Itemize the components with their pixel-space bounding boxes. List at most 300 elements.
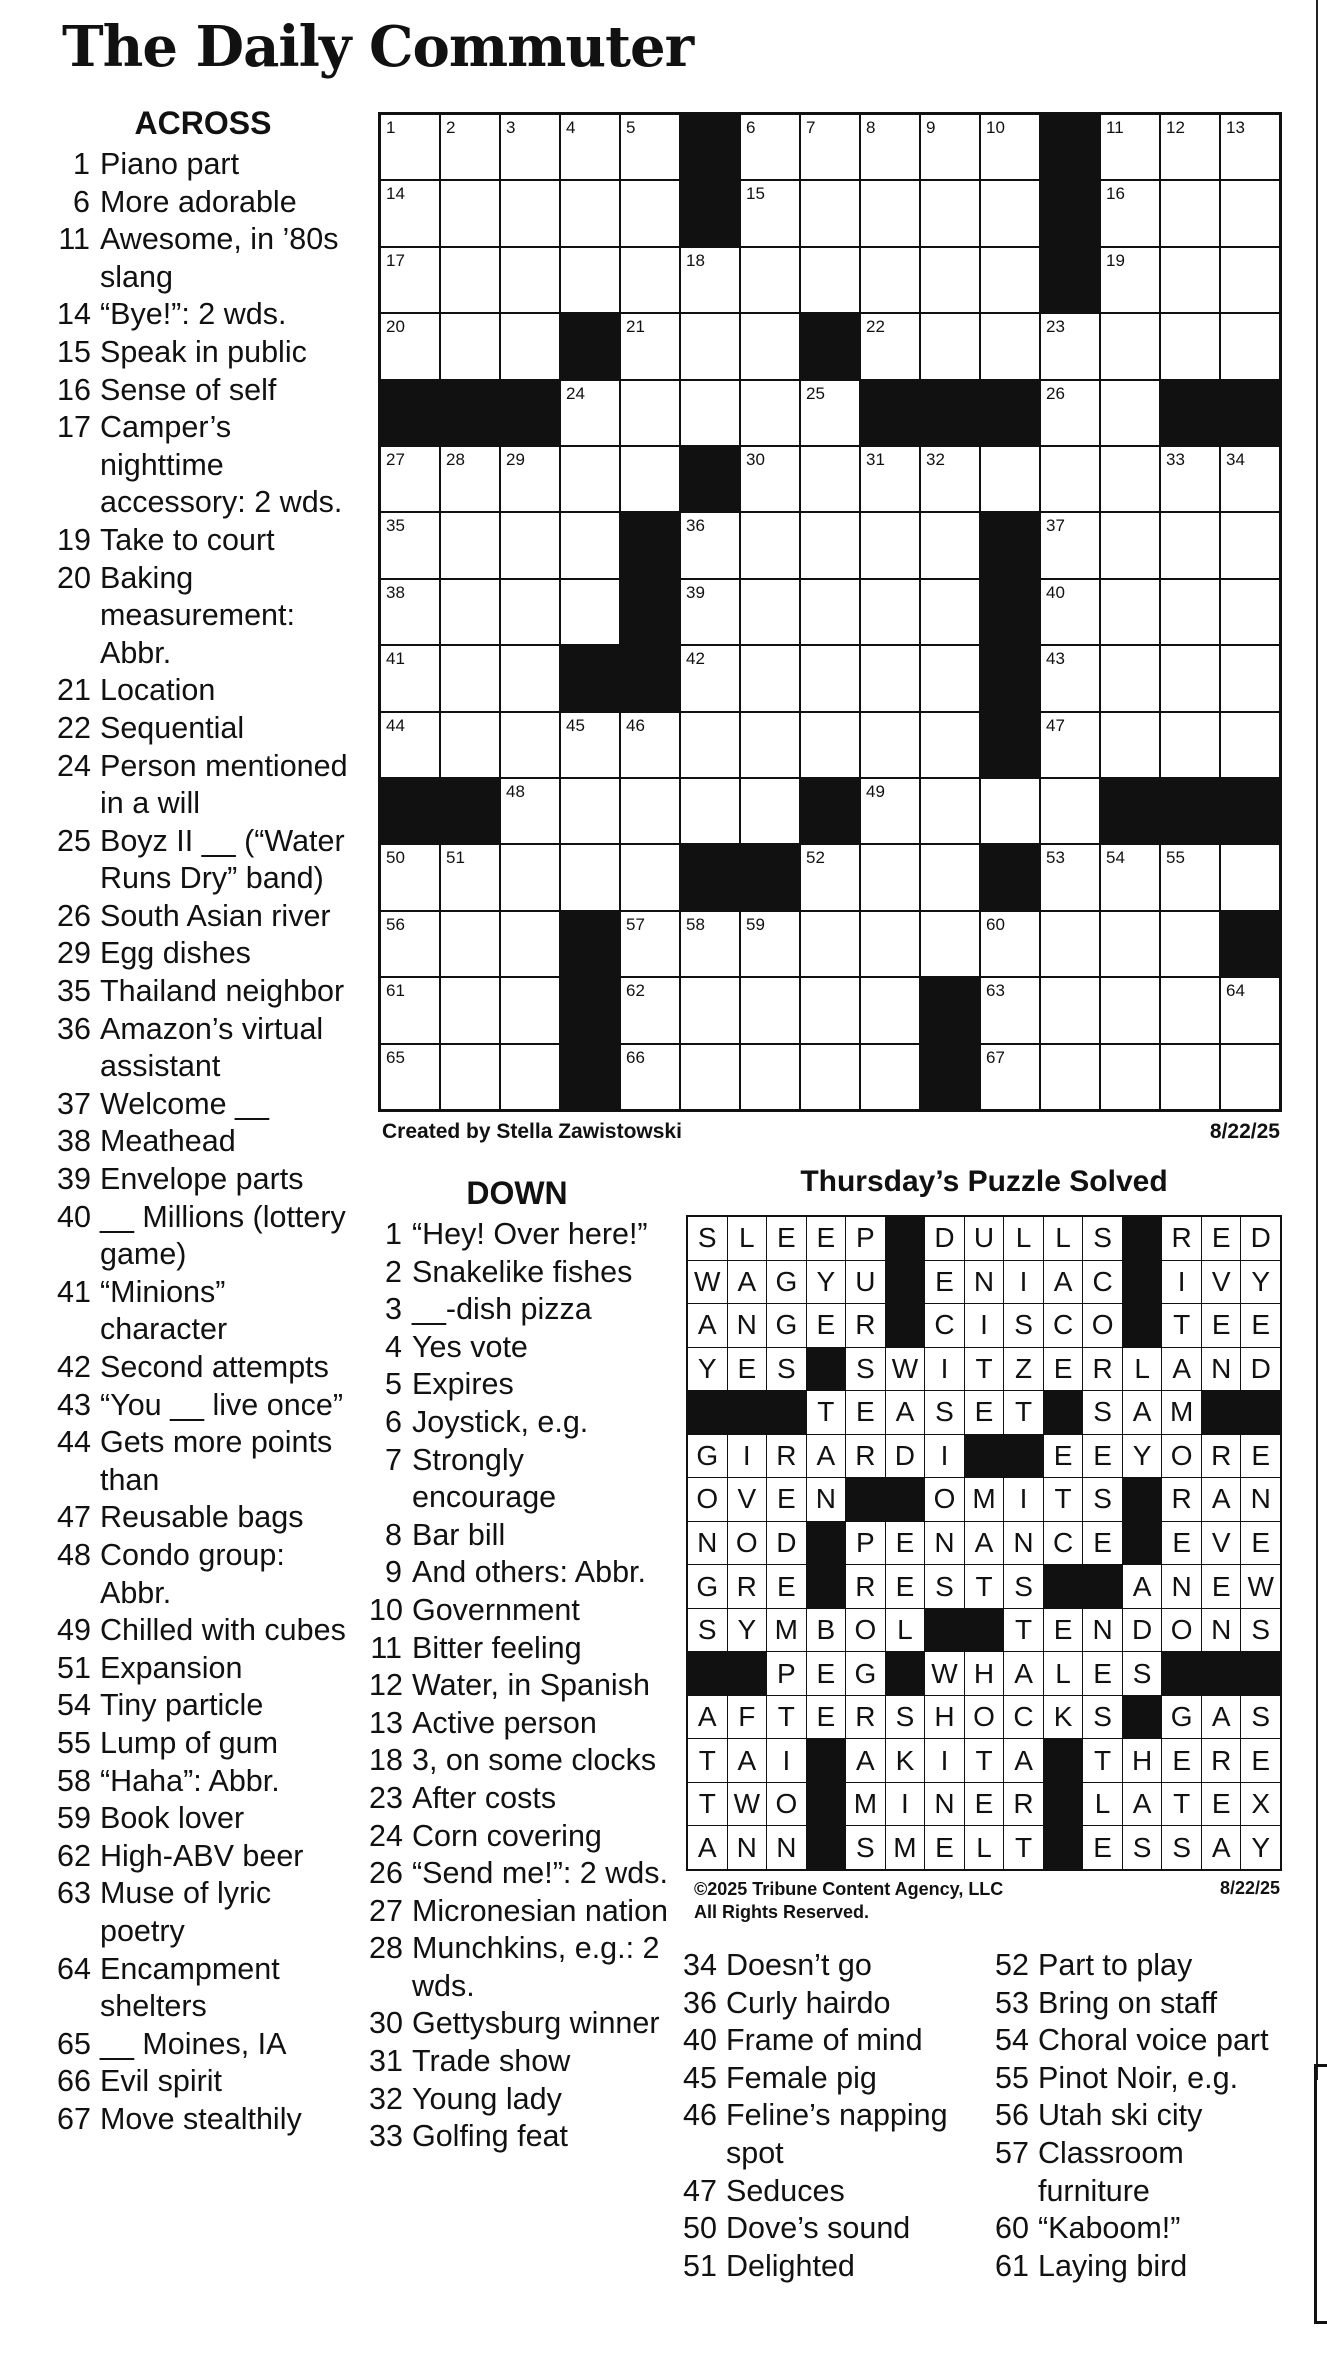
grid-cell[interactable] — [861, 248, 919, 312]
grid-cell[interactable] — [1221, 447, 1279, 511]
grid-cell[interactable] — [501, 181, 559, 245]
grid-cell[interactable] — [741, 646, 799, 710]
solution-letter: A — [688, 1304, 727, 1347]
solution-letter: E — [846, 1391, 885, 1434]
clue-number: 5 — [385, 1367, 402, 1402]
grid-cell[interactable] — [681, 779, 739, 843]
clue-number: 53 — [995, 1985, 1029, 2020]
grid-cell[interactable] — [921, 447, 979, 511]
grid-cell[interactable] — [501, 912, 559, 976]
solution-letter: R — [846, 1696, 885, 1739]
grid-cell[interactable] — [861, 646, 919, 710]
grid-cell[interactable] — [441, 912, 499, 976]
grid-cell[interactable] — [981, 181, 1039, 245]
grid-cell[interactable] — [1221, 248, 1279, 312]
grid-cell[interactable] — [1221, 181, 1279, 245]
clue-number: 47 — [57, 1500, 91, 1535]
grid-cell[interactable] — [1161, 1045, 1219, 1109]
grid-cell[interactable] — [501, 580, 559, 644]
clue-item — [57, 748, 357, 823]
solution-letter: E — [767, 1217, 806, 1260]
grid-cell[interactable] — [1161, 181, 1219, 245]
cell-number: 23 — [1046, 317, 1065, 337]
grid-cell[interactable] — [1161, 646, 1219, 710]
grid-cell[interactable] — [381, 580, 439, 644]
grid-cell[interactable] — [441, 646, 499, 710]
grid-cell[interactable] — [1101, 381, 1159, 445]
grid-cell[interactable] — [741, 912, 799, 976]
grid-cell[interactable] — [1041, 713, 1099, 777]
grid-cell[interactable] — [621, 713, 679, 777]
grid-cell[interactable] — [681, 580, 739, 644]
cell-number: 31 — [866, 450, 885, 469]
grid-cell[interactable] — [801, 845, 859, 909]
grid-cell[interactable] — [381, 513, 439, 577]
grid-cell[interactable] — [1161, 314, 1219, 378]
grid-cell[interactable] — [1041, 779, 1099, 843]
grid-cell[interactable] — [1221, 713, 1279, 777]
grid-cell[interactable] — [1101, 447, 1159, 511]
clue-text: Tiny particle — [100, 1688, 264, 1723]
grid-cell[interactable] — [741, 314, 799, 378]
grid-cell[interactable] — [681, 912, 739, 976]
clue-text: Doesn’t go — [726, 1948, 872, 1982]
solution-letter: D — [886, 1435, 925, 1478]
grid-cell[interactable] — [861, 978, 919, 1042]
clue-text: Welcome __ — [100, 1086, 269, 1121]
cell-number: 55 — [1166, 848, 1185, 868]
clue-item — [369, 1592, 669, 1630]
clue-item — [995, 2022, 1295, 2060]
clue-text: Pinot Noir, e.g. — [1038, 2060, 1239, 2095]
clue-text: Muse of lyric poetry — [100, 1876, 272, 1948]
grid-cell[interactable] — [1221, 1045, 1279, 1109]
grid-cell[interactable] — [801, 181, 859, 245]
grid-cell[interactable] — [1041, 513, 1099, 577]
grid-cell[interactable] — [921, 912, 979, 976]
clue-number: 40 — [57, 1199, 91, 1234]
grid-cell[interactable] — [801, 447, 859, 511]
grid-cell[interactable] — [681, 248, 739, 312]
grid-cell[interactable] — [621, 115, 679, 179]
cell-number: 50 — [386, 848, 405, 868]
solution-letter: X — [1241, 1783, 1280, 1826]
solution-letter: I — [925, 1435, 964, 1478]
clue-number: 11 — [370, 1630, 402, 1665]
grid-cell[interactable] — [1161, 978, 1219, 1042]
grid-cell[interactable] — [681, 381, 739, 445]
grid-cell[interactable] — [441, 248, 499, 312]
solution-black-square — [1241, 1391, 1280, 1434]
solution-letter: E — [1044, 1435, 1083, 1478]
grid-cell[interactable] — [1161, 447, 1219, 511]
grid-cell[interactable] — [1161, 912, 1219, 976]
grid-cell[interactable] — [861, 779, 919, 843]
grid-cell[interactable] — [1101, 513, 1159, 577]
grid-cell[interactable] — [561, 181, 619, 245]
clue-text: Boyz II __ (“Water Runs Dry” band) — [100, 823, 345, 896]
grid-cell[interactable] — [921, 779, 979, 843]
solution-letter: S — [767, 1348, 806, 1391]
solution-letter: T — [1004, 1609, 1043, 1652]
grid-cell[interactable] — [741, 248, 799, 312]
grid-cell[interactable] — [621, 181, 679, 245]
clue-text: Government — [412, 1592, 580, 1627]
clue-text: Sequential — [100, 710, 245, 745]
grid-cell[interactable] — [801, 713, 859, 777]
grid-cell[interactable] — [381, 248, 439, 312]
grid-cell[interactable] — [861, 1045, 919, 1109]
cell-number: 48 — [506, 782, 525, 801]
black-square — [861, 381, 919, 445]
grid-cell[interactable] — [1221, 115, 1279, 179]
grid-cell[interactable] — [741, 779, 799, 843]
grid-cell[interactable] — [381, 912, 439, 976]
clue-number: 44 — [57, 1425, 91, 1460]
grid-cell[interactable] — [621, 381, 679, 445]
solution-letter: R — [1162, 1217, 1201, 1260]
black-square — [561, 1045, 619, 1109]
grid-cell[interactable] — [681, 713, 739, 777]
grid-cell[interactable] — [381, 646, 439, 710]
grid-cell[interactable] — [861, 845, 919, 909]
grid-cell[interactable] — [1101, 115, 1159, 179]
grid-cell[interactable] — [441, 1045, 499, 1109]
clue-item — [369, 1291, 669, 1329]
grid-cell[interactable] — [681, 314, 739, 378]
solution-letter: E — [1083, 1826, 1122, 1869]
cell-number: 58 — [686, 914, 705, 934]
clue-item — [369, 1893, 669, 1931]
grid-cell[interactable] — [561, 381, 619, 445]
black-square — [381, 779, 439, 843]
grid-cell[interactable] — [921, 580, 979, 644]
grid-cell[interactable] — [861, 181, 919, 245]
grid-cell[interactable] — [501, 779, 559, 843]
grid-cell[interactable] — [561, 115, 619, 179]
grid-cell[interactable] — [381, 181, 439, 245]
grid-cell[interactable] — [1221, 513, 1279, 577]
grid-cell[interactable] — [1101, 912, 1159, 976]
grid-cell[interactable] — [501, 447, 559, 511]
grid-cell[interactable] — [441, 314, 499, 378]
clue-text: Meathead — [100, 1124, 236, 1159]
grid-cell[interactable] — [501, 1045, 559, 1109]
grid-cell[interactable] — [621, 779, 679, 843]
grid-cell[interactable] — [1221, 314, 1279, 378]
grid-cell[interactable] — [1101, 845, 1159, 909]
grid-cell[interactable] — [921, 181, 979, 245]
grid-cell[interactable] — [1161, 248, 1219, 312]
grid-cell[interactable] — [501, 978, 559, 1042]
grid-cell[interactable] — [1221, 580, 1279, 644]
clue-item — [683, 1947, 983, 1985]
clue-number: 26 — [369, 1856, 403, 1891]
grid-cell[interactable] — [381, 845, 439, 909]
grid-cell[interactable] — [441, 580, 499, 644]
grid-cell[interactable] — [441, 978, 499, 1042]
clue-number: 18 — [369, 1743, 403, 1778]
grid-cell[interactable] — [621, 912, 679, 976]
cell-number: 60 — [986, 914, 1005, 934]
solution-letter: O — [1083, 1304, 1122, 1347]
clue-item — [57, 935, 357, 973]
grid-cell[interactable] — [501, 314, 559, 378]
solution-black-square — [1123, 1478, 1162, 1521]
solution-black-square — [1083, 1565, 1122, 1608]
grid-cell[interactable] — [981, 248, 1039, 312]
grid-cell[interactable] — [921, 646, 979, 710]
clue-text: Active person — [412, 1705, 597, 1740]
across-clue-list — [57, 146, 357, 2138]
grid-cell[interactable] — [1041, 314, 1099, 378]
cell-number: 61 — [386, 981, 405, 1001]
grid-cell[interactable] — [561, 779, 619, 843]
grid-cell[interactable] — [801, 248, 859, 312]
grid-cell[interactable] — [441, 447, 499, 511]
grid-cell[interactable] — [381, 115, 439, 179]
grid-cell[interactable] — [1041, 978, 1099, 1042]
clue-number: 6 — [385, 1404, 402, 1439]
solution-black-square — [807, 1739, 846, 1782]
solution-letter: I — [728, 1435, 767, 1478]
grid-cell[interactable] — [1221, 646, 1279, 710]
solution-letter: Y — [1241, 1261, 1280, 1304]
grid-cell[interactable] — [741, 447, 799, 511]
grid-cell[interactable] — [1161, 580, 1219, 644]
solution-letter: N — [925, 1522, 964, 1565]
grid-cell[interactable] — [1101, 314, 1159, 378]
grid-cell[interactable] — [381, 713, 439, 777]
clue-text: Laying bird — [1038, 2248, 1188, 2283]
clue-item — [57, 2026, 357, 2064]
clue-text: __ Moines, IA — [100, 2026, 287, 2061]
cell-number: 30 — [746, 450, 765, 469]
solution-letter: C — [1083, 1261, 1122, 1304]
grid-cell[interactable] — [561, 580, 619, 644]
black-square — [1041, 115, 1099, 179]
grid-cell[interactable] — [861, 115, 919, 179]
grid-cell[interactable] — [921, 115, 979, 179]
grid-cell[interactable] — [801, 978, 859, 1042]
grid-cell[interactable] — [1041, 381, 1099, 445]
clue-text: Piano part — [100, 147, 240, 181]
grid-cell[interactable] — [621, 978, 679, 1042]
grid-cell[interactable] — [1101, 713, 1159, 777]
grid-cell[interactable] — [561, 513, 619, 577]
grid-cell[interactable] — [861, 912, 919, 976]
clue-text: Encampment shelters — [100, 1951, 280, 2024]
cell-number: 57 — [626, 914, 645, 934]
solution-letter: O — [767, 1783, 806, 1826]
grid-cell[interactable] — [381, 447, 439, 511]
solution-letter: N — [925, 1783, 964, 1826]
grid-cell[interactable] — [741, 713, 799, 777]
solution-letter: Y — [1241, 1826, 1280, 1869]
grid-cell[interactable] — [681, 513, 739, 577]
black-square — [1161, 381, 1219, 445]
grid-cell[interactable] — [621, 447, 679, 511]
grid-cell[interactable] — [1221, 978, 1279, 1042]
grid-cell[interactable] — [501, 713, 559, 777]
grid-cell[interactable] — [801, 513, 859, 577]
grid-cell[interactable] — [381, 978, 439, 1042]
grid-cell[interactable] — [801, 646, 859, 710]
grid-cell[interactable] — [501, 845, 559, 909]
grid-cell[interactable] — [981, 1045, 1039, 1109]
grid-cell[interactable] — [1161, 115, 1219, 179]
grid-cell[interactable] — [861, 314, 919, 378]
clue-item — [57, 1499, 357, 1537]
grid-cell[interactable] — [441, 513, 499, 577]
solution-letter: I — [965, 1304, 1004, 1347]
grid-cell[interactable] — [861, 713, 919, 777]
grid-cell[interactable] — [561, 845, 619, 909]
grid-cell[interactable] — [741, 978, 799, 1042]
black-square — [1221, 381, 1279, 445]
cell-number: 42 — [686, 649, 705, 669]
grid-cell[interactable] — [741, 580, 799, 644]
solution-letter: T — [1083, 1739, 1122, 1782]
clue-item — [57, 522, 357, 560]
grid-cell[interactable] — [981, 912, 1039, 976]
grid-cell[interactable] — [921, 314, 979, 378]
clue-number: 39 — [57, 1162, 91, 1197]
solution-letter: N — [728, 1304, 767, 1347]
solution-letter: A — [728, 1739, 767, 1782]
grid-cell[interactable] — [621, 845, 679, 909]
solution-letter: E — [1241, 1435, 1280, 1478]
grid-cell[interactable] — [1221, 845, 1279, 909]
solution-letter: H — [925, 1696, 964, 1739]
clue-text: Feline’s napping spot — [726, 2098, 948, 2170]
solution-letter: N — [688, 1522, 727, 1565]
grid-cell[interactable] — [1041, 580, 1099, 644]
grid-cell[interactable] — [1101, 580, 1159, 644]
grid-cell[interactable] — [1041, 912, 1099, 976]
grid-cell[interactable] — [1101, 248, 1159, 312]
grid-cell[interactable] — [681, 646, 739, 710]
black-square — [681, 181, 739, 245]
clue-text: Expansion — [100, 1650, 243, 1685]
solution-letter: R — [1202, 1739, 1241, 1782]
grid-cell[interactable] — [1101, 181, 1159, 245]
clue-text: Munchkins, e.g.: 2 wds. — [412, 1931, 660, 2003]
grid-cell[interactable] — [561, 248, 619, 312]
grid-cell[interactable] — [501, 513, 559, 577]
grid-cell[interactable] — [621, 1045, 679, 1109]
cell-number: 49 — [866, 782, 885, 801]
grid-cell[interactable] — [381, 314, 439, 378]
grid-cell[interactable] — [981, 978, 1039, 1042]
grid-cell[interactable] — [861, 447, 919, 511]
grid-cell[interactable] — [441, 181, 499, 245]
grid-cell[interactable] — [1161, 845, 1219, 909]
grid-cell[interactable] — [741, 513, 799, 577]
grid-cell[interactable] — [681, 978, 739, 1042]
grid-cell[interactable] — [741, 381, 799, 445]
grid-cell[interactable] — [861, 513, 919, 577]
grid-cell[interactable] — [981, 447, 1039, 511]
clue-item — [57, 1763, 357, 1801]
grid-cell[interactable] — [1161, 513, 1219, 577]
clue-number: 42 — [57, 1350, 91, 1384]
solution-letter: L — [728, 1217, 767, 1260]
grid-cell[interactable] — [381, 1045, 439, 1109]
grid-cell[interactable] — [921, 513, 979, 577]
grid-cell[interactable] — [621, 314, 679, 378]
grid-cell[interactable] — [501, 115, 559, 179]
grid-cell[interactable] — [981, 314, 1039, 378]
grid-cell[interactable] — [681, 1045, 739, 1109]
solution-black-square — [807, 1826, 846, 1869]
grid-cell[interactable] — [1101, 978, 1159, 1042]
solution-letter: R — [846, 1304, 885, 1347]
solution-black-square — [886, 1261, 925, 1304]
grid-cell[interactable] — [741, 181, 799, 245]
grid-cell[interactable] — [561, 713, 619, 777]
cell-number: 59 — [746, 914, 765, 934]
grid-cell[interactable] — [621, 248, 679, 312]
clue-item — [683, 2097, 983, 2172]
solution-letter: E — [1083, 1522, 1122, 1565]
cell-number: 4 — [566, 118, 576, 137]
grid-cell[interactable] — [801, 912, 859, 976]
clue-text: Egg dishes — [100, 936, 251, 971]
grid-cell[interactable] — [1041, 1045, 1099, 1109]
grid-cell[interactable] — [741, 1045, 799, 1109]
solution-letter: T — [1004, 1826, 1043, 1869]
grid-cell[interactable] — [801, 580, 859, 644]
clue-item — [57, 1612, 357, 1650]
black-square — [681, 447, 739, 511]
grid-cell[interactable] — [441, 713, 499, 777]
cell-number: 19 — [1106, 250, 1125, 270]
solution-letter: W — [886, 1348, 925, 1391]
solution-letter: S — [1123, 1652, 1162, 1695]
grid-cell[interactable] — [1101, 646, 1159, 710]
solution-letter: T — [965, 1348, 1004, 1391]
grid-cell[interactable] — [1041, 447, 1099, 511]
clue-number: 56 — [995, 2098, 1029, 2133]
solution-letter: I — [1004, 1261, 1043, 1304]
grid-cell[interactable] — [441, 845, 499, 909]
solution-letter: L — [1044, 1652, 1083, 1695]
grid-cell[interactable] — [1101, 1045, 1159, 1109]
grid-cell[interactable] — [921, 713, 979, 777]
grid-cell[interactable] — [801, 1045, 859, 1109]
grid-cell[interactable] — [921, 248, 979, 312]
grid-cell[interactable] — [861, 580, 919, 644]
grid-cell[interactable] — [1161, 713, 1219, 777]
grid-cell[interactable] — [441, 115, 499, 179]
grid-cell[interactable] — [1041, 845, 1099, 909]
clue-text: “Bye!”: 2 wds. — [100, 297, 287, 332]
grid-cell[interactable] — [501, 646, 559, 710]
grid-cell[interactable] — [741, 115, 799, 179]
grid-cell[interactable] — [981, 115, 1039, 179]
grid-cell[interactable] — [981, 779, 1039, 843]
solution-letter: G — [846, 1652, 885, 1695]
grid-cell[interactable] — [921, 845, 979, 909]
grid-cell[interactable] — [1041, 646, 1099, 710]
grid-cell[interactable] — [501, 248, 559, 312]
black-square — [1161, 779, 1219, 843]
grid-cell[interactable] — [801, 115, 859, 179]
clue-item — [57, 1838, 357, 1876]
grid-cell[interactable] — [801, 381, 859, 445]
grid-cell[interactable] — [561, 447, 619, 511]
